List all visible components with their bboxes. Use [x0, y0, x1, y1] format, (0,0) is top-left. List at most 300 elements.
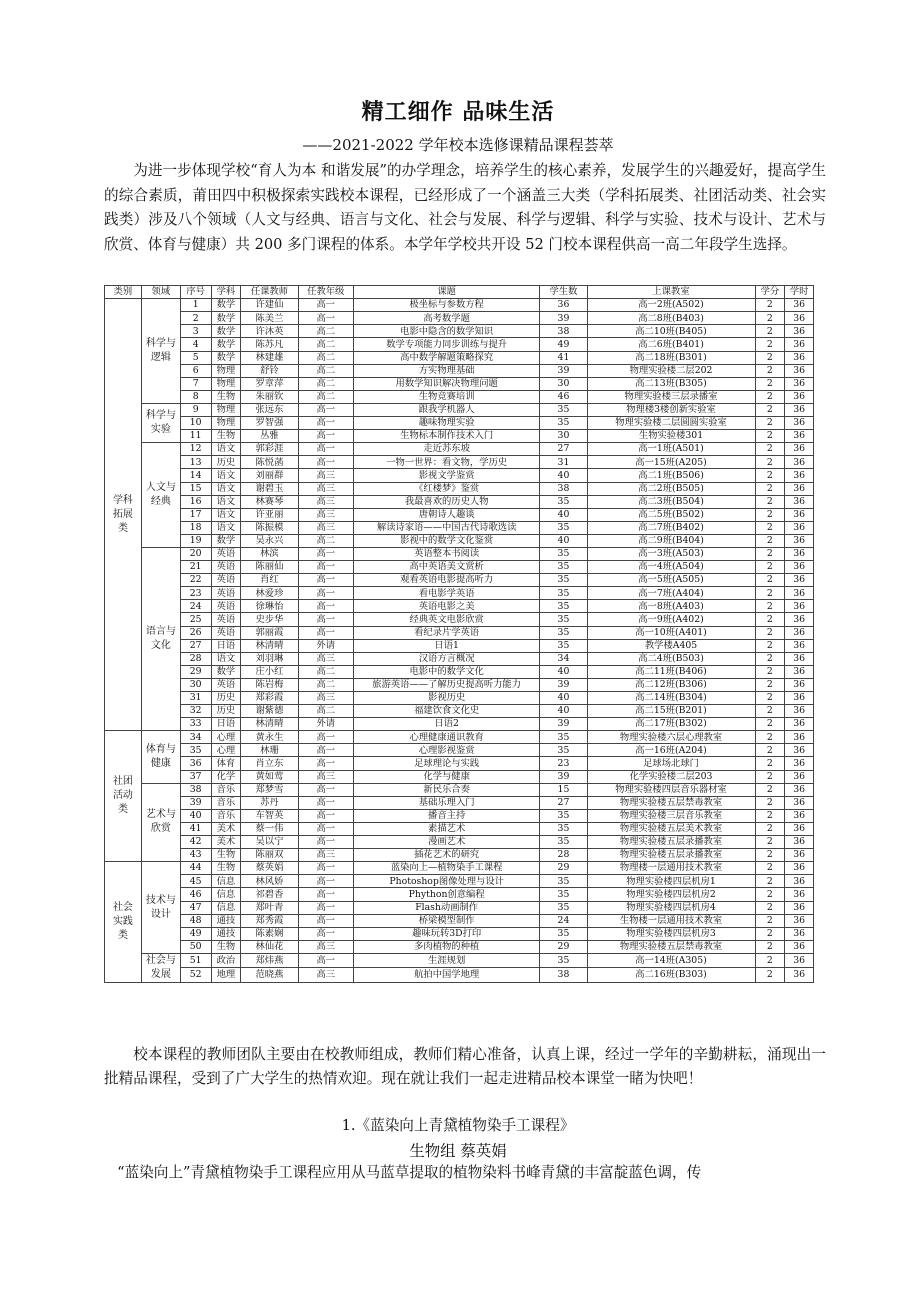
classroom-cell: 生物实验楼301 — [587, 430, 755, 443]
table-row — [105, 783, 814, 796]
credits-cell: 2 — [755, 744, 785, 757]
credits-cell: 2 — [755, 403, 785, 416]
table-row — [105, 914, 814, 927]
course-cell: 唐朝诗人趣谈 — [353, 508, 539, 521]
students-cell: 39 — [540, 718, 587, 731]
classroom-cell: 教学楼A405 — [587, 639, 755, 652]
subject-cell: 生物 — [211, 430, 241, 443]
grade-cell: 高一 — [298, 299, 353, 312]
document-subtitle: ——2021-2022 学年校本选修课精品课程荟萃 — [302, 136, 614, 154]
table-row — [105, 403, 814, 416]
grade-cell: 高三 — [298, 652, 353, 665]
credits-cell: 2 — [755, 613, 785, 626]
course-cell: 一物一世界：看文物，学历史 — [353, 456, 539, 469]
teacher-cell: 许沐英 — [241, 325, 298, 338]
students-cell: 40 — [540, 534, 587, 547]
subject-cell: 日语 — [211, 639, 241, 652]
index-cell: 16 — [180, 495, 211, 508]
grade-cell: 高二 — [298, 377, 353, 390]
subject-cell: 英语 — [211, 613, 241, 626]
hours-cell: 36 — [785, 364, 814, 377]
index-cell: 30 — [180, 678, 211, 691]
teacher-cell: 朱丽钦 — [241, 390, 298, 403]
domain-cell: 社会与发展 — [141, 953, 180, 982]
table-row — [105, 639, 814, 652]
index-cell: 4 — [180, 338, 211, 351]
classroom-cell: 高二6班(B401) — [587, 338, 755, 351]
subject-cell: 英语 — [211, 678, 241, 691]
grade-cell: 高一 — [298, 456, 353, 469]
credits-cell: 2 — [755, 875, 785, 888]
hours-cell: 36 — [785, 770, 814, 783]
table-row — [105, 443, 814, 456]
hours-cell: 36 — [785, 547, 814, 560]
index-cell: 52 — [180, 968, 211, 983]
students-cell: 31 — [540, 456, 587, 469]
students-cell: 35 — [540, 626, 587, 639]
teacher-cell: 丛雅 — [241, 430, 298, 443]
classroom-cell: 物理实验楼四层机房1 — [587, 875, 755, 888]
index-cell: 12 — [180, 443, 211, 456]
students-cell: 41 — [540, 351, 587, 364]
credits-cell: 2 — [755, 587, 785, 600]
after-table-paragraph: 校本课程的教师团队主要由在校教师组成，教师们精心准备，认真上课，经过一学年的辛勤耕耘，涌现出一批精品课程，受到了广大学生的热情欢迎。现在就让我们一起走进精品校本课堂一睹为快吧！ — [104, 1046, 826, 1087]
teacher-cell: 肖立东 — [241, 757, 298, 770]
students-cell: 35 — [540, 875, 587, 888]
index-cell: 44 — [180, 862, 211, 875]
course-cell: Phython创意编程 — [353, 888, 539, 901]
teacher-cell: 郭丽霞 — [241, 626, 298, 639]
credits-cell: 2 — [755, 547, 785, 560]
classroom-cell: 高二1班(B506) — [587, 469, 755, 482]
subject-cell: 生物 — [211, 390, 241, 403]
teacher-cell: 罗章萍 — [241, 377, 298, 390]
students-cell: 35 — [540, 836, 587, 849]
classroom-cell: 高一3班(A503) — [587, 547, 755, 560]
hours-cell: 36 — [785, 783, 814, 796]
classroom-cell: 高二16班(B303) — [587, 968, 755, 983]
subject-cell: 音乐 — [211, 796, 241, 809]
subject-cell: 英语 — [211, 547, 241, 560]
table-row — [105, 862, 814, 875]
table-row — [105, 574, 814, 587]
index-cell: 21 — [180, 561, 211, 574]
students-cell: 35 — [540, 809, 587, 822]
index-cell: 23 — [180, 587, 211, 600]
domain-cell: 体育与健康 — [141, 731, 180, 783]
course-cell: 趣味物理实验 — [353, 417, 539, 430]
teacher-cell: 陈丽仙 — [241, 561, 298, 574]
students-cell: 35 — [540, 888, 587, 901]
teacher-cell: 陈悦菡 — [241, 456, 298, 469]
course-cell: 足球理论与实践 — [353, 757, 539, 770]
index-cell: 22 — [180, 574, 211, 587]
subject-cell: 数学 — [211, 325, 241, 338]
subject-cell: 物理 — [211, 417, 241, 430]
students-cell: 40 — [540, 469, 587, 482]
course-cell: 心理健康通识教育 — [353, 731, 539, 744]
students-cell: 35 — [540, 639, 587, 652]
subject-cell: 日语 — [211, 718, 241, 731]
classroom-cell: 物理实验楼五层录播教室 — [587, 836, 755, 849]
subject-cell: 心理 — [211, 731, 241, 744]
subject-cell: 历史 — [211, 705, 241, 718]
index-cell: 20 — [180, 547, 211, 560]
students-cell: 40 — [540, 665, 587, 678]
table-row — [105, 469, 814, 482]
students-cell: 27 — [540, 796, 587, 809]
table-row — [105, 849, 814, 862]
hours-cell: 36 — [785, 731, 814, 744]
students-cell: 35 — [540, 953, 587, 968]
grade-cell: 高一 — [298, 403, 353, 416]
table-row — [105, 744, 814, 757]
index-cell: 3 — [180, 325, 211, 338]
teacher-cell: 车智英 — [241, 809, 298, 822]
table-row — [105, 731, 814, 744]
index-cell: 31 — [180, 692, 211, 705]
course-cell: 素描艺术 — [353, 822, 539, 835]
grade-cell: 高三 — [298, 521, 353, 534]
teacher-cell: 林风娇 — [241, 875, 298, 888]
subject-cell: 英语 — [211, 561, 241, 574]
hours-cell: 36 — [785, 927, 814, 940]
table-row — [105, 613, 814, 626]
course-cell: 高中数学解题策略探究 — [353, 351, 539, 364]
table-row — [105, 836, 814, 849]
hours-cell: 36 — [785, 968, 814, 983]
index-cell: 38 — [180, 783, 211, 796]
teacher-cell: 刘丽群 — [241, 469, 298, 482]
teacher-cell: 蔡一伟 — [241, 822, 298, 835]
table-row — [105, 351, 814, 364]
course-cell: 蓝染向上—植物染手工课程 — [353, 862, 539, 875]
teacher-cell: 林爱珍 — [241, 587, 298, 600]
hours-cell: 36 — [785, 430, 814, 443]
classroom-cell: 高二5班(B502) — [587, 508, 755, 521]
credits-cell: 2 — [755, 443, 785, 456]
subject-cell: 物理 — [211, 377, 241, 390]
table-row — [105, 390, 814, 403]
credits-cell: 2 — [755, 901, 785, 914]
course-cell: 航拍中国学地理 — [353, 968, 539, 983]
hours-cell: 36 — [785, 836, 814, 849]
domain-cell: 科学与实验 — [141, 403, 180, 442]
table-row — [105, 822, 814, 835]
hours-cell: 36 — [785, 796, 814, 809]
table-header-row — [105, 286, 814, 299]
table-row — [105, 809, 814, 822]
index-cell: 32 — [180, 705, 211, 718]
subject-cell: 政治 — [211, 953, 241, 968]
credits-cell: 2 — [755, 561, 785, 574]
teacher-cell: 史步华 — [241, 613, 298, 626]
hours-cell: 36 — [785, 888, 814, 901]
hours-cell: 36 — [785, 495, 814, 508]
subject-cell: 历史 — [211, 692, 241, 705]
header-credits: 学分 — [755, 286, 785, 299]
grade-cell: 高一 — [298, 875, 353, 888]
course-cell: 《红楼梦》鉴赏 — [353, 482, 539, 495]
subject-cell: 语文 — [211, 521, 241, 534]
grade-cell: 高三 — [298, 849, 353, 862]
credits-cell: 2 — [755, 705, 785, 718]
credits-cell: 2 — [755, 862, 785, 875]
table-row — [105, 600, 814, 613]
table-row — [105, 757, 814, 770]
subject-cell: 信息 — [211, 901, 241, 914]
classroom-cell: 物理实验楼二层202 — [587, 364, 755, 377]
index-cell: 47 — [180, 901, 211, 914]
subject-cell: 数学 — [211, 351, 241, 364]
credits-cell: 2 — [755, 508, 785, 521]
students-cell: 39 — [540, 770, 587, 783]
hours-cell: 36 — [785, 901, 814, 914]
grade-cell: 高三 — [298, 482, 353, 495]
credits-cell: 2 — [755, 325, 785, 338]
index-cell: 13 — [180, 456, 211, 469]
category-cell: 社团活动类 — [105, 731, 142, 862]
course-cell: 经典英文电影欣赏 — [353, 613, 539, 626]
credits-cell: 2 — [755, 534, 785, 547]
classroom-cell: 高二17班(B302) — [587, 718, 755, 731]
table-row — [105, 364, 814, 377]
students-cell: 35 — [540, 731, 587, 744]
teacher-cell: 许建仙 — [241, 299, 298, 312]
index-cell: 1 — [180, 299, 211, 312]
index-cell: 48 — [180, 914, 211, 927]
category-cell: 社会实践类 — [105, 862, 142, 983]
grade-cell: 高二 — [298, 351, 353, 364]
classroom-cell: 高一14班(A305) — [587, 953, 755, 968]
classroom-cell: 高一1班(A501) — [587, 443, 755, 456]
students-cell: 38 — [540, 325, 587, 338]
hours-cell: 36 — [785, 338, 814, 351]
hours-cell: 36 — [785, 849, 814, 862]
index-cell: 41 — [180, 822, 211, 835]
course-cell: 观看英语电影提高听力 — [353, 574, 539, 587]
index-cell: 51 — [180, 953, 211, 968]
subject-cell: 生物 — [211, 940, 241, 953]
classroom-cell: 高二14班(B304) — [587, 692, 755, 705]
students-cell: 35 — [540, 417, 587, 430]
hours-cell: 36 — [785, 875, 814, 888]
classroom-cell: 高一7班(A404) — [587, 587, 755, 600]
subject-cell: 通技 — [211, 914, 241, 927]
students-cell: 38 — [540, 482, 587, 495]
table-row — [105, 968, 814, 983]
index-cell: 18 — [180, 521, 211, 534]
table-row — [105, 338, 814, 351]
table-row — [105, 953, 814, 968]
classroom-cell: 高二12班(B306) — [587, 678, 755, 691]
hours-cell: 36 — [785, 705, 814, 718]
subject-cell: 美术 — [211, 836, 241, 849]
table-row — [105, 561, 814, 574]
index-cell: 6 — [180, 364, 211, 377]
students-cell: 35 — [540, 613, 587, 626]
classroom-cell: 高二9班(B404) — [587, 534, 755, 547]
subject-cell: 历史 — [211, 456, 241, 469]
table-row — [105, 626, 814, 639]
teacher-cell: 陈丽双 — [241, 849, 298, 862]
hours-cell: 36 — [785, 456, 814, 469]
subject-cell: 英语 — [211, 626, 241, 639]
course-cell: 数学专项能力同步训练与提升 — [353, 338, 539, 351]
course-cell: 旅游英语——了解历史提高听力能力 — [353, 678, 539, 691]
teacher-cell: 陈素娴 — [241, 927, 298, 940]
teacher-cell: 郑炜燕 — [241, 953, 298, 968]
hours-cell: 36 — [785, 692, 814, 705]
students-cell: 24 — [540, 914, 587, 927]
subject-cell: 音乐 — [211, 783, 241, 796]
table-row — [105, 718, 814, 731]
subject-cell: 英语 — [211, 574, 241, 587]
hours-cell: 36 — [785, 822, 814, 835]
grade-cell: 高一 — [298, 836, 353, 849]
classroom-cell: 高二15班(B201) — [587, 705, 755, 718]
credits-cell: 2 — [755, 836, 785, 849]
teacher-cell: 陈振模 — [241, 521, 298, 534]
grade-cell: 高一 — [298, 744, 353, 757]
teacher-cell: 范晓燕 — [241, 968, 298, 983]
classroom-cell: 物理实验楼五层录播教室 — [587, 849, 755, 862]
table-body — [105, 299, 814, 983]
index-cell: 35 — [180, 744, 211, 757]
classroom-cell: 高二3班(B504) — [587, 495, 755, 508]
index-cell: 45 — [180, 875, 211, 888]
index-cell: 28 — [180, 652, 211, 665]
subject-cell: 信息 — [211, 888, 241, 901]
table-row — [105, 430, 814, 443]
hours-cell: 36 — [785, 665, 814, 678]
students-cell: 46 — [540, 390, 587, 403]
course-cell: 走近苏东坡 — [353, 443, 539, 456]
course-cell: 方实物理基础 — [353, 364, 539, 377]
table-row — [105, 665, 814, 678]
table-row — [105, 927, 814, 940]
index-cell: 36 — [180, 757, 211, 770]
students-cell: 35 — [540, 927, 587, 940]
grade-cell: 高三 — [298, 770, 353, 783]
classroom-cell: 高二7班(B402) — [587, 521, 755, 534]
students-cell: 39 — [540, 678, 587, 691]
classroom-cell: 高一10班(A401) — [587, 626, 755, 639]
classroom-cell: 足球场北球门 — [587, 757, 755, 770]
table-row — [105, 652, 814, 665]
header-teacher: 任课教师 — [241, 286, 298, 299]
course-cell: 电影中隐含的数学知识 — [353, 325, 539, 338]
header-grade: 任教年级 — [298, 286, 353, 299]
hours-cell: 36 — [785, 377, 814, 390]
index-cell: 5 — [180, 351, 211, 364]
grade-cell: 高三 — [298, 469, 353, 482]
teacher-cell: 林清晴 — [241, 718, 298, 731]
hours-cell: 36 — [785, 482, 814, 495]
teacher-cell: 舒铃 — [241, 364, 298, 377]
subject-cell: 语文 — [211, 495, 241, 508]
hours-cell: 36 — [785, 953, 814, 968]
students-cell: 35 — [540, 547, 587, 560]
table-row — [105, 705, 814, 718]
students-cell: 35 — [540, 521, 587, 534]
document-title: 精工细作 品味生活 — [361, 100, 555, 125]
table-row — [105, 299, 814, 312]
credits-cell: 2 — [755, 600, 785, 613]
table-row — [105, 456, 814, 469]
subject-cell: 语文 — [211, 508, 241, 521]
table-row — [105, 508, 814, 521]
teacher-cell: 郑梦雪 — [241, 783, 298, 796]
intro-paragraph: 为进一步体现学校“育人为本 和谐发展”的办学理念，培养学生的核心素养，发展学生的兴趣爱好，提高学生的综合素质，莆田四中积极探索实践校本课程，已经形成了一个涵盖三大类（学科拓展类、社团活动类、社会实践类）涉及八个领域（人文与经典、语言与文化、社会与发展、科学与逻辑、科学与实验、技术与设计、艺术与欣赏、体育与健康）共 200 多门课程的体系。本学年学校共开设 52 门校本课程供高一高二年段学生选择。 — [104, 162, 826, 253]
teacher-cell: 吴以宁 — [241, 836, 298, 849]
subject-cell: 地理 — [211, 968, 241, 983]
students-cell: 35 — [540, 587, 587, 600]
students-cell: 35 — [540, 574, 587, 587]
subject-cell: 心理 — [211, 744, 241, 757]
header-students: 学生数 — [540, 286, 587, 299]
header-hours: 学时 — [785, 286, 814, 299]
category-cell: 学科拓展类 — [105, 299, 142, 731]
hours-cell: 36 — [785, 469, 814, 482]
subject-cell: 语文 — [211, 469, 241, 482]
index-cell: 2 — [180, 312, 211, 325]
classroom-cell: 高一16班(A204) — [587, 744, 755, 757]
domain-cell: 艺术与欣赏 — [141, 783, 180, 862]
grade-cell: 高一 — [298, 914, 353, 927]
classroom-cell: 物理实验楼四层音乐器材室 — [587, 783, 755, 796]
index-cell: 39 — [180, 796, 211, 809]
hours-cell: 36 — [785, 718, 814, 731]
course-cell: 解读诗家语——中国古代诗歌选读 — [353, 521, 539, 534]
index-cell: 9 — [180, 403, 211, 416]
classroom-cell: 化学实验楼二层203 — [587, 770, 755, 783]
grade-cell: 高一 — [298, 731, 353, 744]
students-cell: 39 — [540, 364, 587, 377]
students-cell: 35 — [540, 901, 587, 914]
subject-cell: 英语 — [211, 600, 241, 613]
grade-cell: 高一 — [298, 587, 353, 600]
classroom-cell: 高二8班(B403) — [587, 312, 755, 325]
course-cell: 高中英语美文赏析 — [353, 561, 539, 574]
students-cell: 39 — [540, 312, 587, 325]
grade-cell: 高一 — [298, 600, 353, 613]
grade-cell: 高一 — [298, 862, 353, 875]
credits-cell: 2 — [755, 482, 785, 495]
teacher-cell: 林珊 — [241, 744, 298, 757]
hours-cell: 36 — [785, 417, 814, 430]
index-cell: 7 — [180, 377, 211, 390]
course-cell: 生物标本制作技术入门 — [353, 430, 539, 443]
credits-cell: 2 — [755, 888, 785, 901]
students-cell: 29 — [540, 940, 587, 953]
grade-cell: 高一 — [298, 783, 353, 796]
teacher-cell: 谢紫德 — [241, 705, 298, 718]
subject-cell: 数学 — [211, 338, 241, 351]
credits-cell: 2 — [755, 849, 785, 862]
table-row — [105, 678, 814, 691]
credits-cell: 2 — [755, 652, 785, 665]
hours-cell: 36 — [785, 574, 814, 587]
credits-cell: 2 — [755, 718, 785, 731]
grade-cell: 高二 — [298, 665, 353, 678]
students-cell: 29 — [540, 862, 587, 875]
hours-cell: 36 — [785, 940, 814, 953]
hours-cell: 36 — [785, 587, 814, 600]
subject-cell: 音乐 — [211, 809, 241, 822]
students-cell: 40 — [540, 508, 587, 521]
grade-cell: 高一 — [298, 430, 353, 443]
